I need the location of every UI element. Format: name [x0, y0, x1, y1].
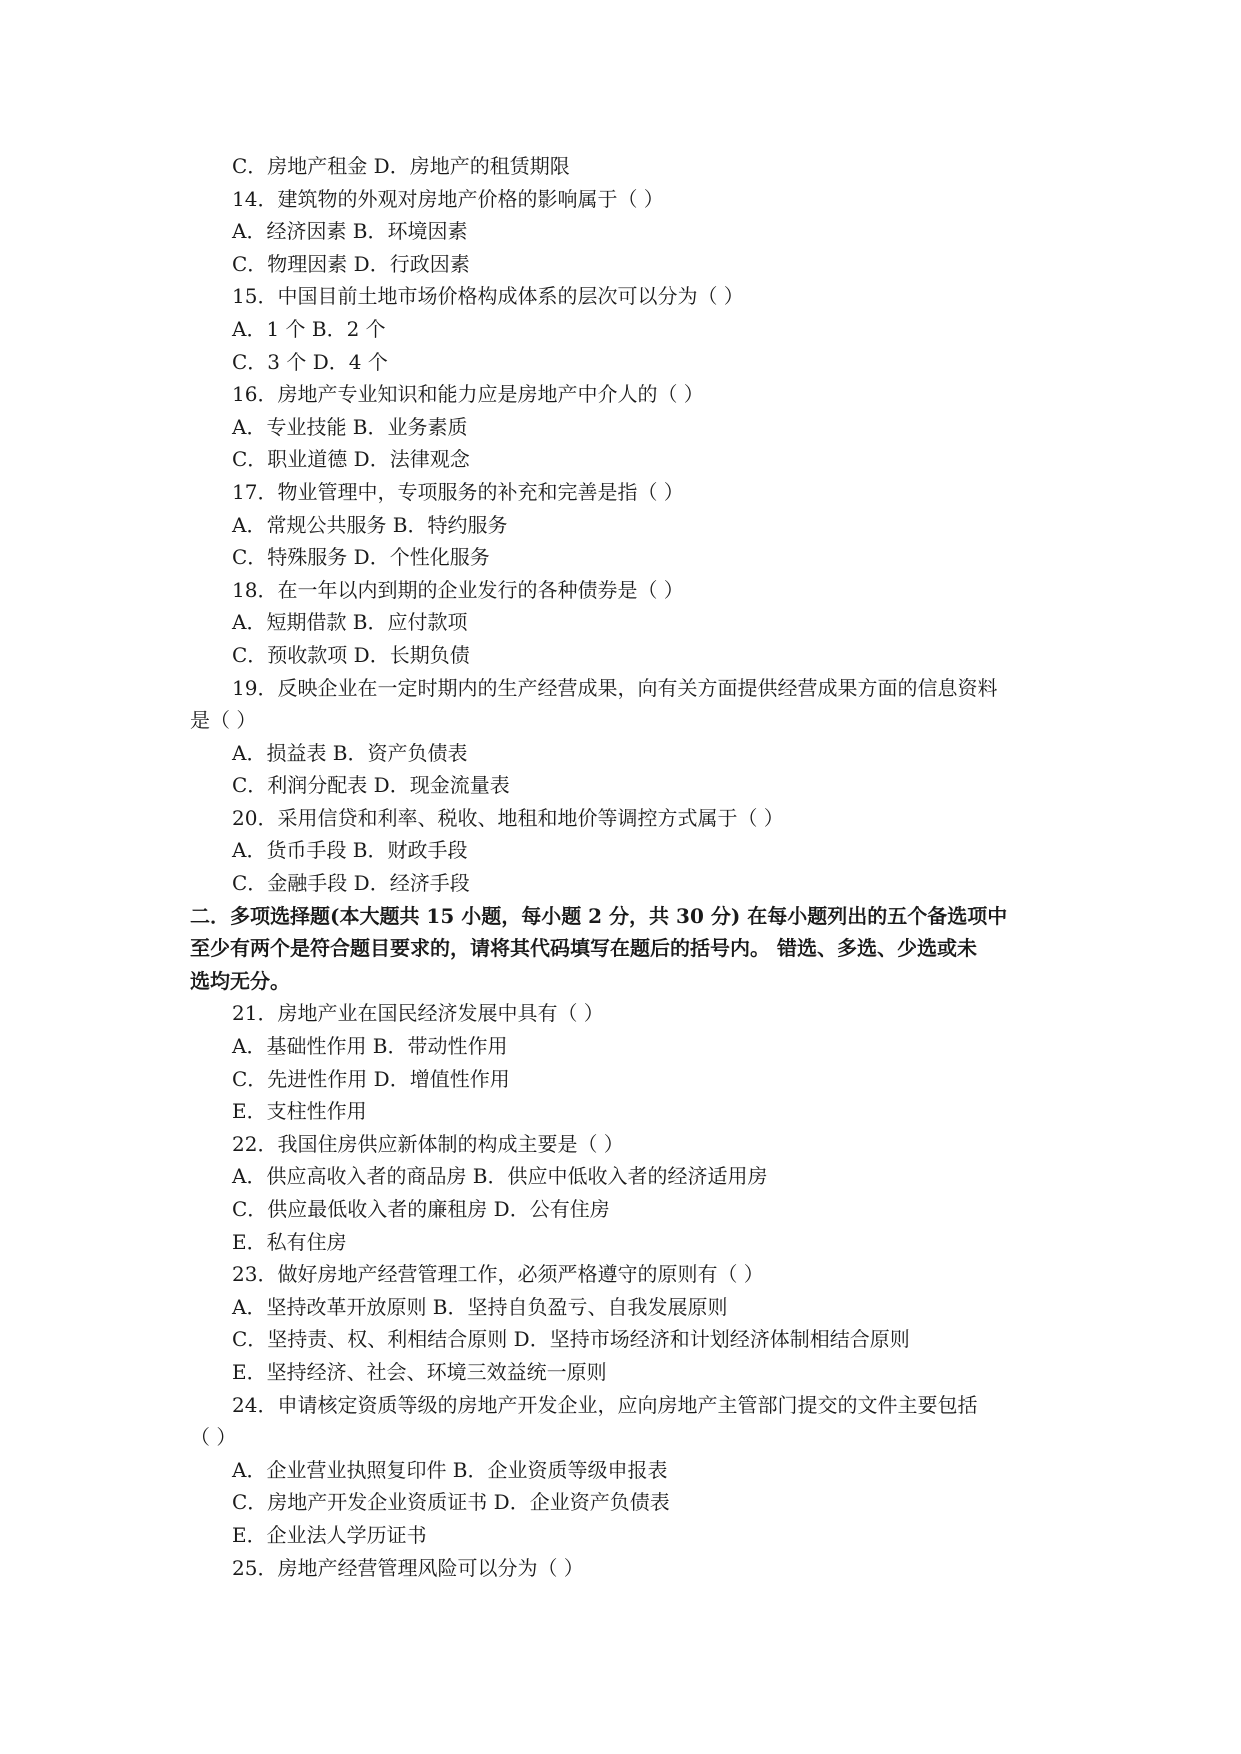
section-heading-continued: 选均无分。 [190, 968, 290, 993]
section-heading-continued: 至少有两个是符合题目要求的，请将其代码填写在题后的括号内。 错选、多选、少选或未 [190, 936, 977, 961]
options-line: C．供应最低收入者的廉租房 D．公有住房 [232, 1197, 610, 1221]
text-line: C．房地产租金 D．房地产的租赁期限 [232, 154, 570, 178]
options-line: A．1 个 B．2 个 [232, 316, 386, 341]
options-line: A．基础性作用 B．带动性作用 [232, 1034, 508, 1059]
options-line: A．供应高收入者的商品房 B．供应中低收入者的经济适用房 [232, 1164, 768, 1189]
options-line: C．职业道德 D．法律观念 [232, 447, 470, 472]
options-line: A．货币手段 B．财政手段 [232, 838, 468, 863]
options-line: E．企业法人学历证书 [232, 1522, 427, 1547]
question-17: 17．物业管理中，专项服务的补充和完善是指（ ） [232, 479, 684, 504]
question-23: 23．做好房地产经营管理工作，必须严格遵守的原则有（ ） [232, 1262, 764, 1287]
question-21: 21．房地产业在国民经济发展中具有（ ） [232, 1001, 604, 1026]
options-line: A．坚持改革开放原则 B．坚持自负盈亏、自我发展原则 [232, 1294, 728, 1319]
options-line: C．坚持责、权、利相结合原则 D．坚持市场经济和计划经济体制相结合原则 [232, 1327, 910, 1352]
options-line: A．常规公共服务 B．特约服务 [232, 512, 508, 537]
options-line: E．支柱性作用 [232, 1099, 367, 1124]
question-16: 16．房地产专业知识和能力应是房地产中介人的（ ） [232, 382, 704, 407]
options-line: C．利润分配表 D．现金流量表 [232, 773, 510, 798]
question-25: 25．房地产经营管理风险可以分为（ ） [232, 1555, 584, 1580]
question-24: 24．申请核定资质等级的房地产开发企业，应向房地产主管部门提交的文件主要包括 [232, 1392, 978, 1417]
question-22: 22．我国住房供应新体制的构成主要是（ ） [232, 1131, 624, 1156]
question-14: 14．建筑物的外观对房地产价格的影响属于（ ） [232, 186, 664, 211]
options-line: C．特殊服务 D．个性化服务 [232, 545, 490, 570]
options-line: C．房地产开发企业资质证书 D．企业资产负债表 [232, 1490, 670, 1515]
question-15: 15．中国目前土地市场价格构成体系的层次可以分为（ ） [232, 284, 744, 309]
options-line: E．私有住房 [232, 1229, 347, 1254]
options-line: A．企业营业执照复印件 B．企业资质等级申报表 [232, 1457, 668, 1482]
options-line: C．3 个 D．4 个 [232, 349, 388, 374]
section-heading: 二．多项选择题(本大题共 15 小题，每小题 2 分，共 30 分) 在每小题列出的五个备选项中 [190, 903, 1008, 928]
document-page [190, 150, 1060, 1584]
question-19-continued: 是（ ） [190, 708, 257, 733]
options-line: A．经济因素 B．环境因素 [232, 219, 468, 244]
options-line: C．预收款项 D．长期负债 [232, 642, 470, 667]
options-line: A．损益表 B．资产负债表 [232, 740, 468, 765]
question-24-continued: （ ） [190, 1425, 237, 1450]
options-line: C．金融手段 D．经济手段 [232, 871, 470, 896]
options-line: A．短期借款 B．应付款项 [232, 610, 468, 635]
question-20: 20．采用信贷和利率、税收、地租和地价等调控方式属于（ ） [232, 805, 784, 830]
options-line: C．先进性作用 D．增值性作用 [232, 1066, 510, 1091]
options-line: A．专业技能 B．业务素质 [232, 414, 468, 439]
question-19: 19．反映企业在一定时期内的生产经营成果，向有关方面提供经营成果方面的信息资料 [232, 675, 998, 700]
options-line: C．物理因素 D．行政因素 [232, 251, 470, 276]
options-line: E．坚持经济、社会、环境三效益统一原则 [232, 1359, 607, 1384]
question-18: 18．在一年以内到期的企业发行的各种债券是（ ） [232, 577, 684, 602]
